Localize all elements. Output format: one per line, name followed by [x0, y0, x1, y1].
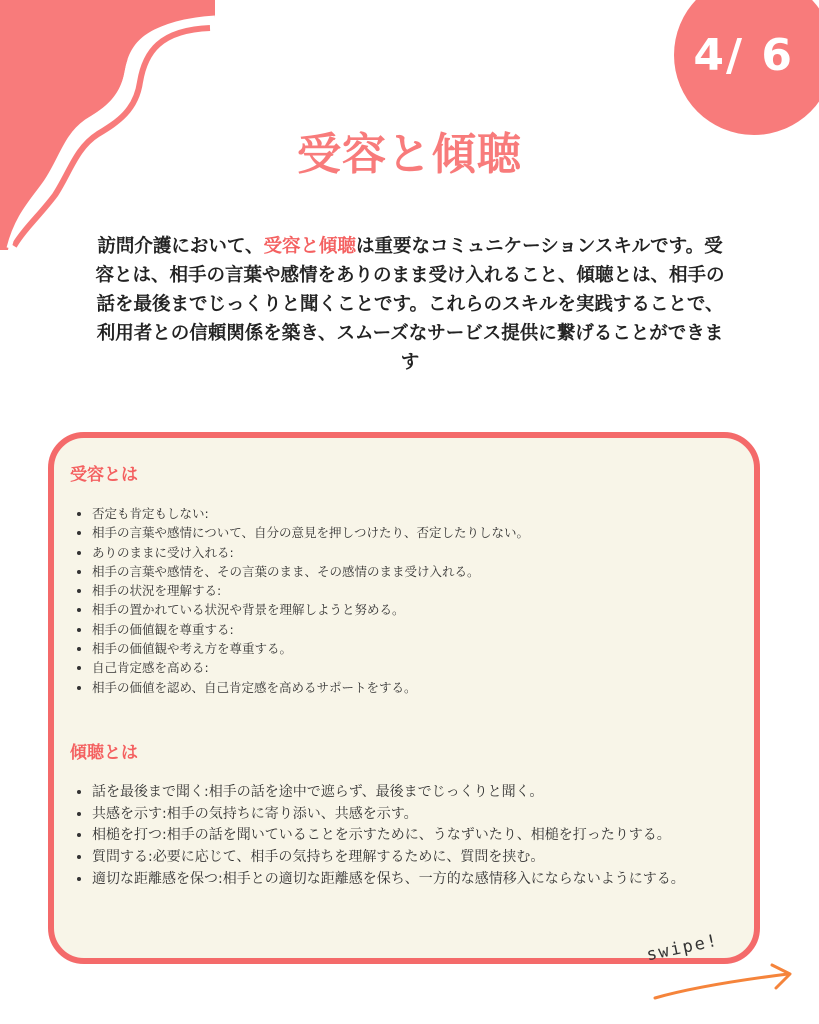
- list-item: • 共感を示す:相手の気持ちに寄り添い、共感を示す。: [92, 804, 757, 826]
- swipe-label: swipe!: [644, 930, 721, 966]
- swipe-arrow-icon: [650, 960, 800, 1005]
- section-title-acceptance: 受容とは: [70, 465, 138, 485]
- section-title-listening: 傾聴とは: [70, 743, 138, 763]
- list-item: • 否定も肯定もしない:: [92, 504, 529, 523]
- list-item: • 相手の価値観を尊重する:: [92, 620, 529, 639]
- list-item: • 質問する:必要に応じて、相手の気持ちを理解するために、質問を挟む。: [92, 847, 757, 869]
- list-item: • ありのままに受け入れる:: [92, 543, 529, 562]
- list-item: • 相手の言葉や感情について、自分の意見を押しつけたり、否定したりしない。: [92, 523, 529, 542]
- list-item: • 適切な距離感を保つ:相手との適切な距離感を保ち、一方的な感情移入にならないようにする。: [92, 869, 757, 891]
- list-item: • 相手の価値観や考え方を尊重する。: [92, 639, 529, 658]
- list-item: • 相手の価値を認め、自己肯定感を高めるサポートをする。: [92, 678, 529, 697]
- list-item: • 相手の言葉や感情を、その言葉のまま、その感情のまま受け入れる。: [92, 562, 529, 581]
- page-indicator: 4/ 6: [693, 30, 794, 81]
- intro-paragraph: [90, 232, 730, 377]
- acceptance-list: [70, 504, 529, 697]
- page-title: 受容と傾聴: [297, 129, 522, 180]
- intro-text-end: は重要なコミュニケーションスキルです。受容とは、相手の言葉や感情をありのまま受け入れること、傾聴とは、相手の話を最後までじっくりと聞くことです。これらのスキルを実践することで、利用者との信頼関係を築き、スムーズなサービス提供に繋げることができます: [95, 236, 725, 373]
- list-item: • 相槌を打つ:相手の話を聞いていることを示すために、うなずいたり、相槌を打ったりする。: [92, 825, 757, 847]
- list-item: • 話を最後まで聞く:相手の話を途中で遮らず、最後までじっくりと聞く。: [92, 782, 757, 804]
- content-card: [48, 432, 760, 964]
- intro-text-start: 訪問介護において、: [97, 236, 264, 257]
- list-item: • 自己肯定感を高める:: [92, 658, 529, 677]
- list-item: • 相手の状況を理解する:: [92, 581, 529, 600]
- listening-list: [70, 782, 757, 891]
- list-item: • 相手の置かれている状況や背景を理解しようと努める。: [92, 600, 529, 619]
- intro-highlight: 受容と傾聴: [263, 236, 356, 257]
